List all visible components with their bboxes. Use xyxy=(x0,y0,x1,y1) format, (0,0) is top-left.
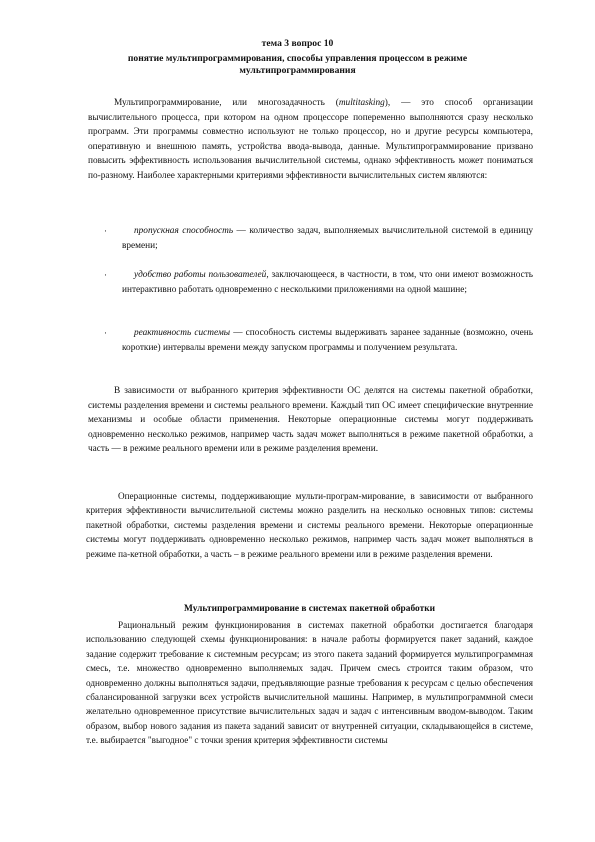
criterion-term: пропускная способность xyxy=(134,226,234,236)
criterion-text xyxy=(122,326,533,355)
criterion-description: — способность системы выдерживать заранее заданные (возможно, очень короткие) интервалы времени между запуском программы и получением результата. xyxy=(122,328,533,353)
topic-heading: тема 3 вопрос 10 xyxy=(261,38,334,49)
criterion-term: реактивность системы xyxy=(134,328,231,338)
os-types-paragraph: В зависимости от выбранного критерия эффективности ОС делятся на системы пакетной обработки, системы разделения времени и системы реального времени. Каждый тип ОС имеет специфические внутренние механизмы и особые области применения. Некоторые операционные системы могут поддерживать одновременно несколько режимов, например часть задач может выполняться в режиме пакетной обработки, а часть — в режиме реального времени или в режиме разделения времени. xyxy=(88,386,533,455)
criterion-description: — количество задач, выполняемых вычислительной системой в единицу времени; xyxy=(122,226,533,251)
criterion-text xyxy=(122,224,533,253)
intro-paragraph xyxy=(88,96,533,184)
criterion-text xyxy=(122,268,533,297)
criterion-list-item xyxy=(88,326,533,355)
bullet-icon: · xyxy=(104,328,107,338)
bullet-icon: · xyxy=(104,270,107,280)
intro-text-start: Мультипрограммирование, или многозадачность ( xyxy=(114,98,339,108)
criterion-description: , заключающееся, в частности, в том, что они имеют возможность интерактивно работать одновременно с несколькими приложениями на одной машине; xyxy=(122,270,534,295)
bullet-icon: · xyxy=(104,226,107,236)
document-title: понятие мультипрограммирования, способы управления процессом в режиме xyxy=(127,53,468,64)
multiprogramming-os-paragraph: Операционные системы, поддерживающие мульти-програм-мирование, в зависимости от выбранного критерия эффективности вычислительной системы можно разделить на несколько основных типов: системы пакетной обработки, системы разделения времени и системы реального времени. Некоторые операционные системы могут поддерживать одновременно несколько режимов, например часть задач может выполняться в режиме па-кетной обработки, а часть – в режиме реального времени или в режиме разделения времени. xyxy=(86,491,533,559)
criterion-list-item xyxy=(88,224,533,253)
batch-processing-paragraph: Рациональный режим функционирования в системах пакетной обработки достигается благодаря использованию следующей схемы функционирования: в начале работы формируется пакет заданий, каждое задание содержит требование к системным ресурсам; из этого пакета заданий формируется мультипрограммная смесь, т.е. множество одновременно выполняемых задач. Причем смесь строится таким образом, что одновременно должны выполняться задачи, предъявляющие разные требования к ресурсам с целью обеспечения сбалансированной загрузки всех устройств вычислительной машины. Например, в мультипрограммной смеси желательно одновременное присутствие вычислительных задач и задач с интенсивным вводом-выводом. Таким образом, выбор нового задания из пакета заданий зависит от внутренней ситуации, складывающейся в системе, т.е. выбирается "выгодное" с точки зрения критерия эффективности системы xyxy=(86,620,533,746)
intro-term: multitasking xyxy=(338,98,385,108)
document-title-continued: мультипрограммирования xyxy=(239,65,356,76)
criterion-list-item xyxy=(88,268,533,297)
criterion-term: удобство работы пользователей xyxy=(134,270,267,280)
intro-text-end: ), — это способ организации вычислительного процесса, при котором на одном процессоре попеременно выполняются сразу несколько программ. Эти программы совместно используют не только процессор, но и другие ресурсы компьютера, оперативную и внешнюю память, устройства ввода-вывода, данные. Мультипрограммирование призвано повысить эффективность использования вычислительной системы, однако эффективность может пониматься по-разному. Наиболее характерными критериями эффективности вычислительных систем являются: xyxy=(88,98,533,181)
section-subtitle: Мультипрограммирование в системах пакетной обработки xyxy=(183,604,435,614)
